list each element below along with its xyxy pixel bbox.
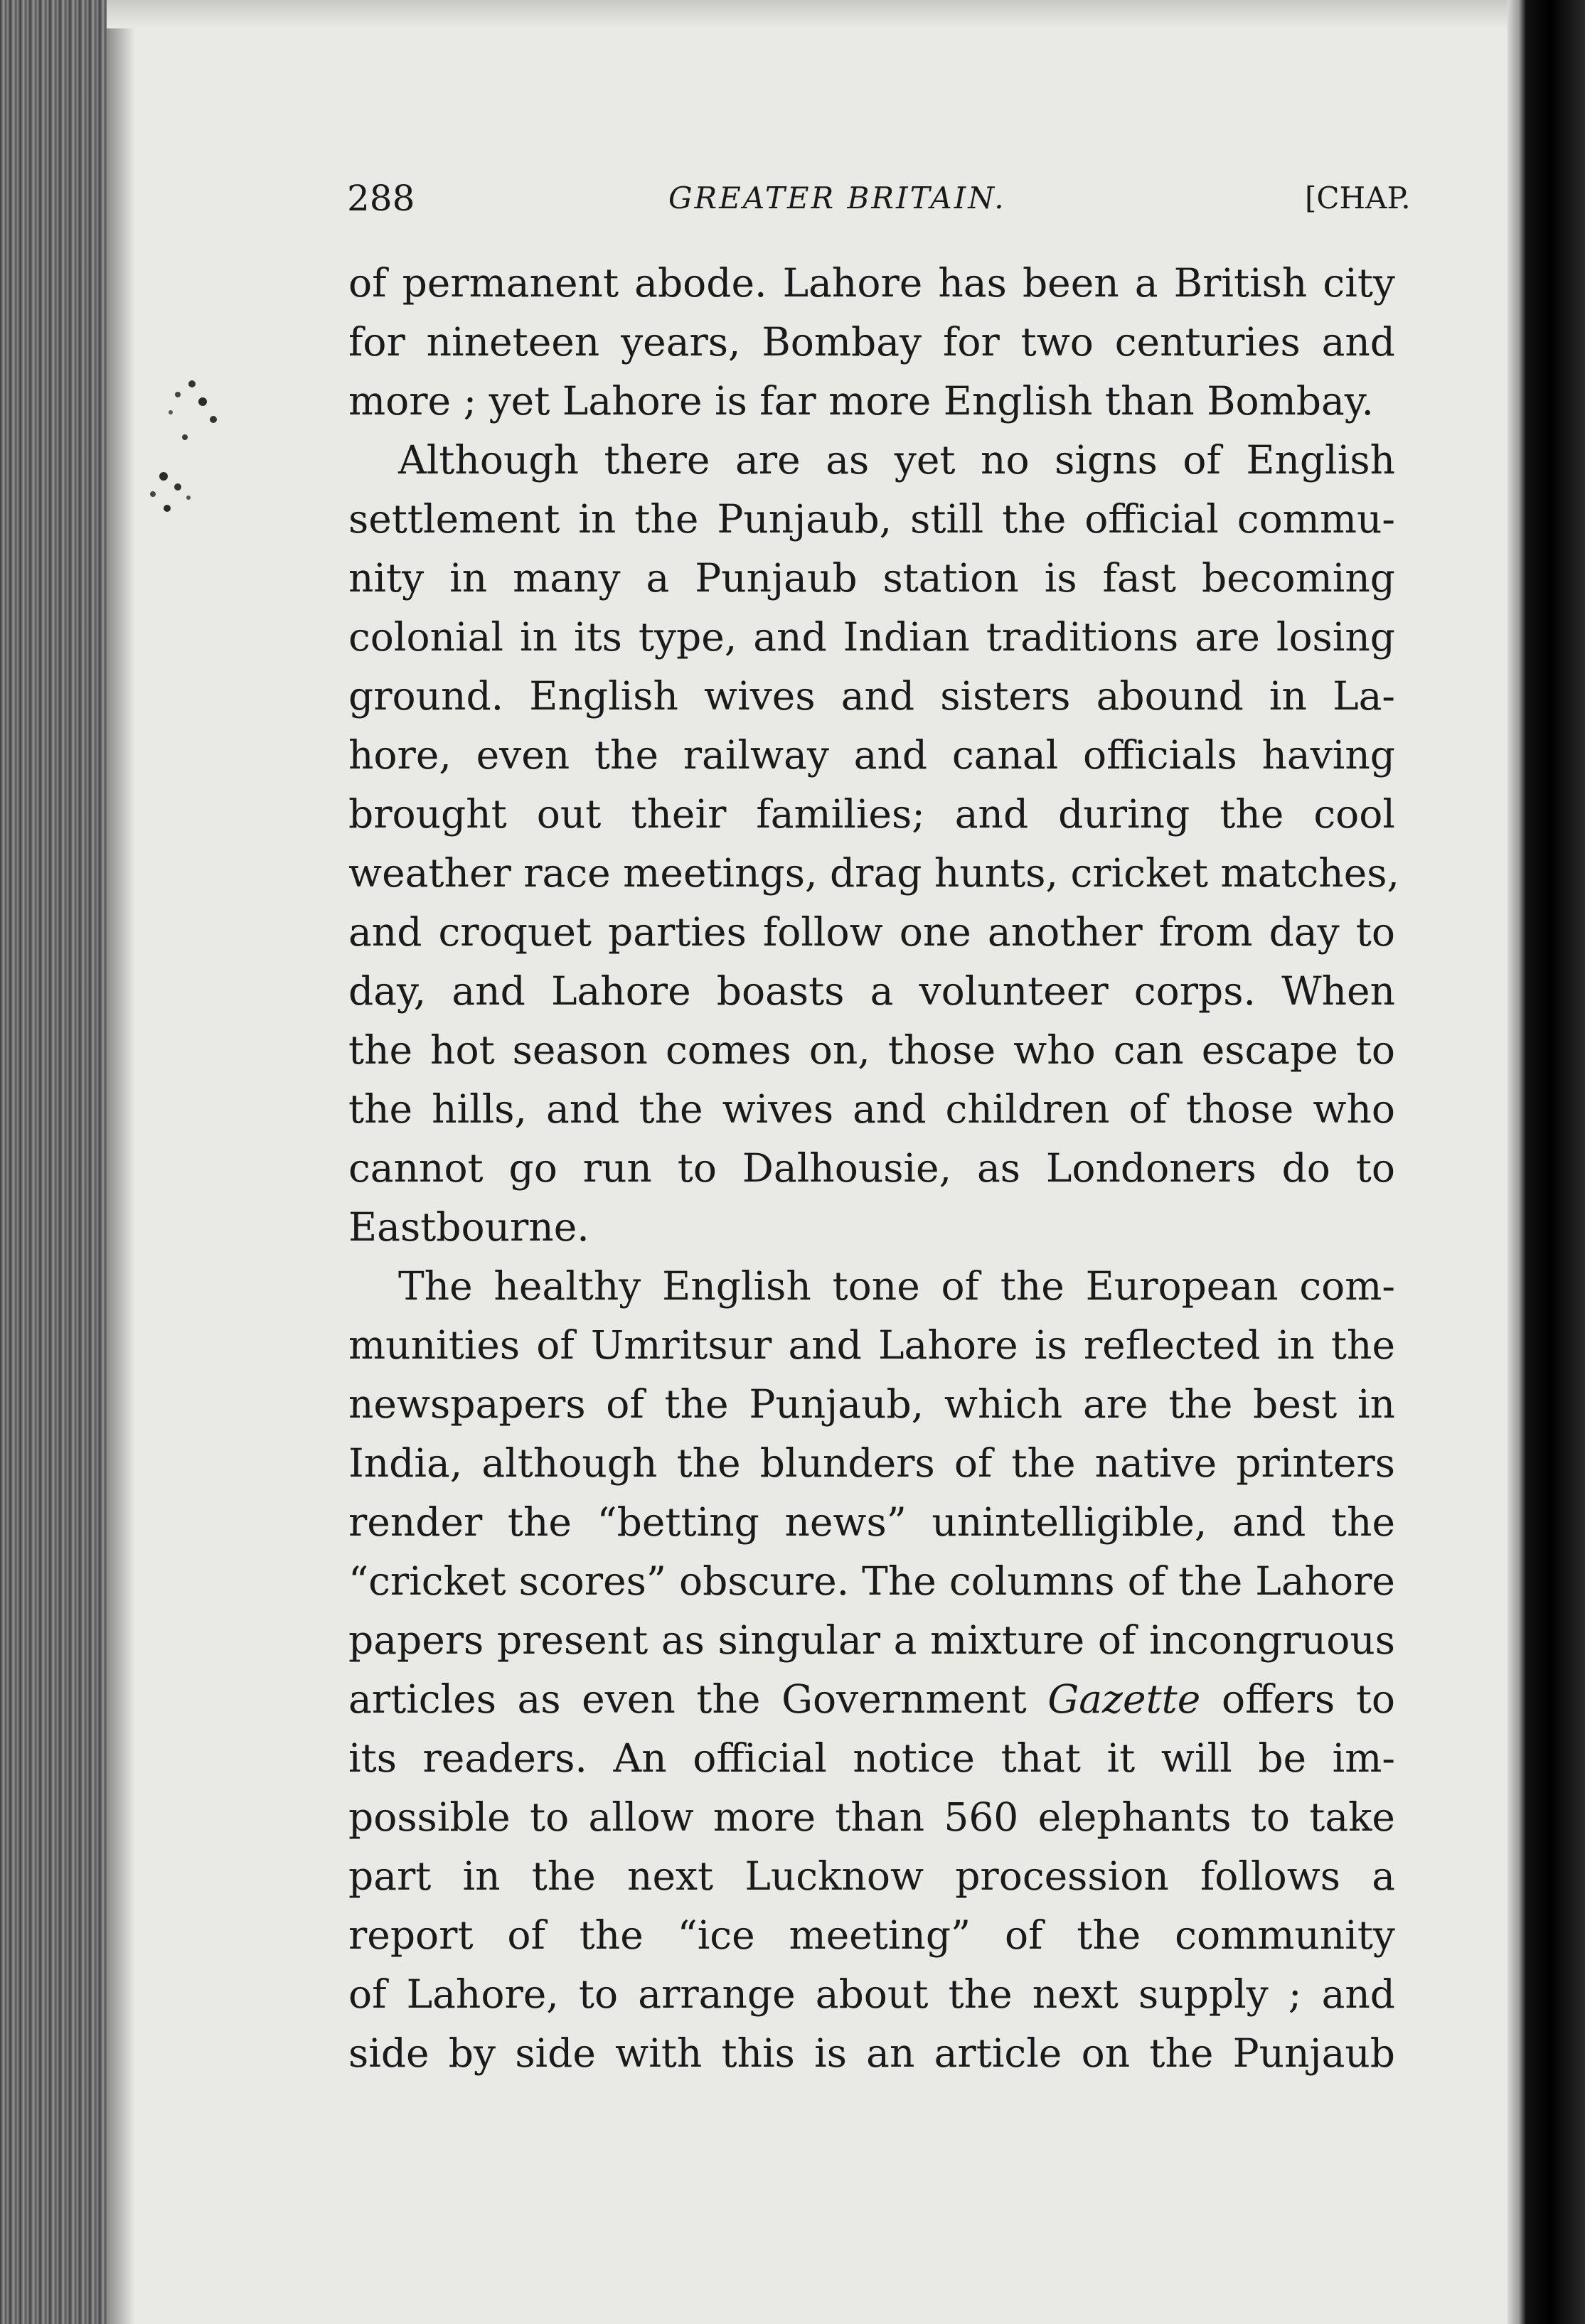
text-line: day, and Lahore boasts a volunteer corps. When (348, 968, 1395, 1014)
text-segment: offers to (1221, 1676, 1396, 1722)
chapter-tag: [CHAP. (1305, 181, 1411, 215)
text-line: The healthy English tone of the European com- (398, 1263, 1395, 1309)
text-line: “cricket scores” obscure. The columns of the Lahore (348, 1558, 1395, 1604)
text-line: and croquet parties follow one another from day to (348, 909, 1395, 955)
text-line: nity in many a Punjaub station is fast becoming (348, 555, 1395, 601)
text-line: settlement in the Punjaub, still the official commu- (348, 496, 1395, 542)
running-title: GREATER BRITAIN. (668, 181, 1006, 215)
text-line: side by side with this is an article on the Punjaub (348, 2030, 1395, 2076)
text-line: colonial in its type, and Indian traditions are losing (348, 614, 1395, 660)
italic-gazette: Gazette (1047, 1676, 1201, 1722)
text-line: weather race meetings, drag hunts, cricket matches, (348, 850, 1399, 896)
text-line: part in the next Lucknow procession follows a (348, 1853, 1395, 1899)
text-line: render the “betting news” unintelligible, and the (348, 1499, 1395, 1545)
text-line: newspapers of the Punjaub, which are the best in (348, 1381, 1395, 1427)
text-line: cannot go run to Dalhousie, as Londoners do to (348, 1145, 1395, 1191)
text-line: more ; yet Lahore is far more English than Bombay. (348, 378, 1375, 424)
page-number: 288 (347, 178, 415, 219)
text-line: the hills, and the wives and children of those who (348, 1086, 1395, 1132)
text-line: ground. English wives and sisters abound in La- (348, 673, 1395, 719)
text-line: of permanent abode. Lahore has been a British city (348, 260, 1395, 306)
text-line (348, 1671, 1395, 1728)
text-line: brought out their families; and during the cool (348, 791, 1395, 837)
text-line: munities of Umritsur and Lahore is reflected in the (348, 1322, 1395, 1368)
text-segment: articles as even the Government (348, 1676, 1027, 1722)
text-line: its readers. An official notice that it will be im- (348, 1735, 1395, 1781)
text-line: Although there are as yet no signs of English (398, 437, 1395, 483)
text-line: the hot season comes on, those who can escape to (348, 1027, 1395, 1073)
text-line: hore, even the railway and canal officials having (348, 732, 1395, 778)
text-line: for nineteen years, Bombay for two centuries and (348, 319, 1395, 365)
text-line: of Lahore, to arrange about the next supply ; and (348, 1971, 1395, 2017)
text-line: report of the “ice meeting” of the community (348, 1912, 1395, 1958)
text-line: possible to allow more than 560 elephants to take (348, 1794, 1395, 1840)
text-line: India, although the blunders of the native printers (348, 1440, 1395, 1486)
text-line: Eastbourne. (348, 1204, 589, 1250)
text-line: papers present as singular a mixture of incongruous (348, 1617, 1395, 1663)
